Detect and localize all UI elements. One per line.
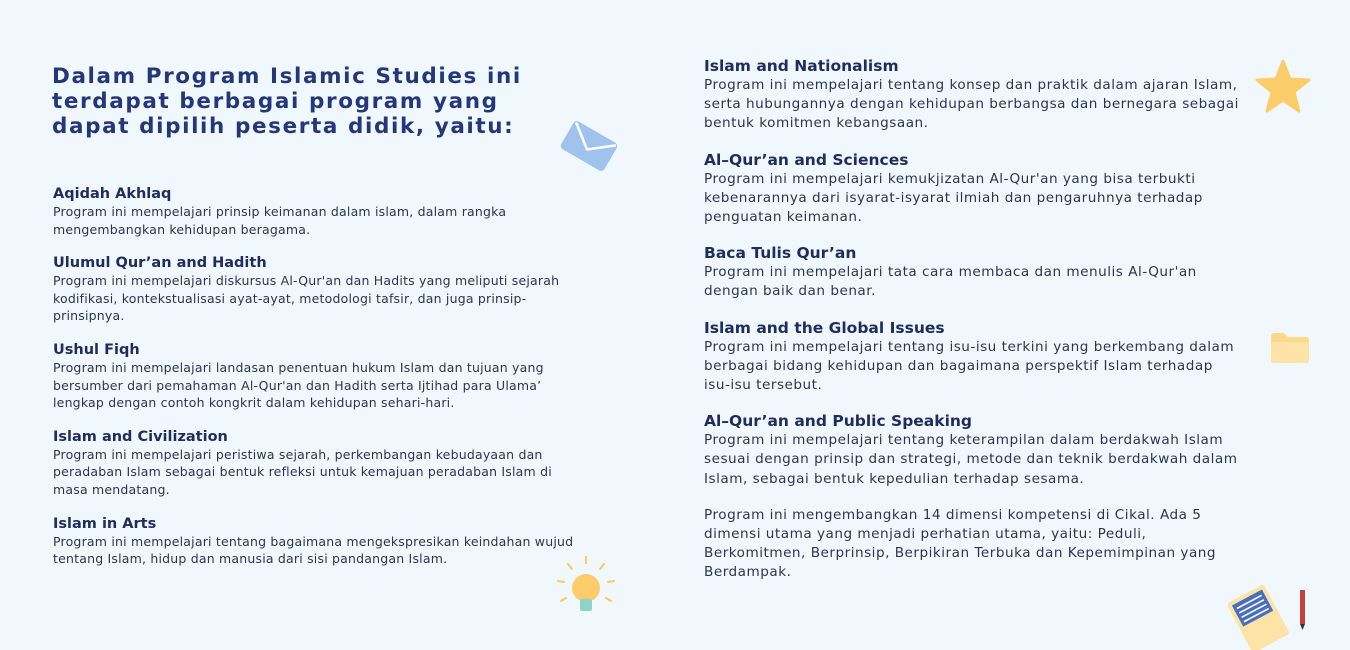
program-item [53, 341, 588, 412]
program-title: Al–Qur’an and Sciences [704, 150, 909, 169]
program-title: Islam in Arts [53, 515, 157, 532]
program-item [53, 254, 588, 325]
program-item [704, 244, 1244, 301]
notepad-pencil-icon [1228, 580, 1318, 650]
program-item [704, 319, 1244, 396]
program-item [704, 412, 1244, 489]
program-item [53, 185, 588, 238]
program-description: Program ini mempelajari landasan penentuan hukum Islam dan tujuan yang bersumber dari pemahaman Al-Qur'an dan Hadith serta Ijtihad para Ulama’ lengkap dengan contoh kongkrit dalam kehidupan sehari-hari. [53, 359, 544, 411]
program-item [53, 428, 588, 499]
program-description: Program ini mempelajari peristiwa sejarah, perkembangan kebudayaan dan peradaban Islam sebagai bentuk refleksi untuk kemajuan peradaban Islam di masa mendatang. [53, 446, 552, 497]
program-description: Program ini mempelajari prinsip keimanan dalam islam, dalam rangka mengembangkan kehidupan beragama. [53, 204, 507, 237]
program-title: Al–Qur’an and Public Speaking [704, 412, 973, 431]
envelope-icon [556, 120, 622, 172]
program-item [704, 57, 1244, 134]
program-description: Program ini mempelajari kemukjizatan Al-Qur'an yang bisa terbukti kebenarannya dari isyarat-isyarat ilmiah dan pengaruhnya terhadap penguatan keimanan. [704, 170, 1203, 226]
program-description: Program ini mempelajari tentang isu-isu terkini yang berkembang dalam berbagai bidang kehidupan dan bagaimana perspektif Islam terhadap isu-isu tersebut. [704, 338, 1235, 394]
closing-paragraph: Program ini mengembangkan 14 dimensi kompetensi di Cikal. Ada 5 dimensi utama yang menjadi perhatian utama, yaitu: Peduli, Berkomitmen, Berprinsip, Berpikiran Terbuka dan Kepemimpinan yang Berdampak. [704, 506, 1217, 581]
page-title: Dalam Program Islamic Studies ini terdapat berbagai program yang dapat dipilih peserta didik, yaitu: [52, 64, 522, 139]
program-description: Program ini mempelajari tentang bagaimana mengekspresikan keindahan wujud tentang Islam, hidup dan manusia dari sisi pandangan Islam. [53, 533, 574, 567]
program-list-right [704, 57, 1244, 583]
program-description: Program ini mempelajari tentang keterampilan dalam berdakwah Islam sesuai dengan prinsip dan strategi, metode dan teknik berdakwah dalam Islam, sebagai bentuk kepedulian terhadap sesama. [704, 432, 1238, 487]
program-title: Ushul Fiqh [53, 341, 140, 358]
program-item [53, 515, 588, 568]
program-item [704, 151, 1244, 228]
program-title: Aqidah Akhlaq [53, 186, 172, 202]
program-title: Islam and Nationalism [704, 57, 899, 75]
lightbulb-icon [553, 553, 619, 619]
program-description: Program ini mempelajari tentang konsep dan praktik dalam ajaran Islam, serta hubungannya dengan kehidupan berbangsa dan bernegara sebagai bentuk komitmen kebangsaan. [704, 77, 1239, 132]
program-title: Islam and Civilization [53, 428, 228, 445]
program-title: Islam and the Global Issues [704, 318, 945, 337]
star-icon [1254, 58, 1312, 116]
program-list-left [53, 185, 588, 584]
program-description: Program ini mempelajari diskursus Al-Qur'an dan Hadits yang meliputi sejarah kodifikasi, kontekstualisasi ayat-ayat, metodologi tafsir, dan juga prinsip-prinsipnya. [53, 273, 560, 324]
folder-icon [1268, 328, 1312, 366]
program-title: Baca Tulis Qur’an [704, 244, 857, 263]
program-title: Ulumul Qur’an and Hadith [53, 255, 267, 272]
program-description: Program ini mempelajari tata cara membaca dan menulis Al-Qur'an dengan baik dan benar. [704, 264, 1197, 300]
